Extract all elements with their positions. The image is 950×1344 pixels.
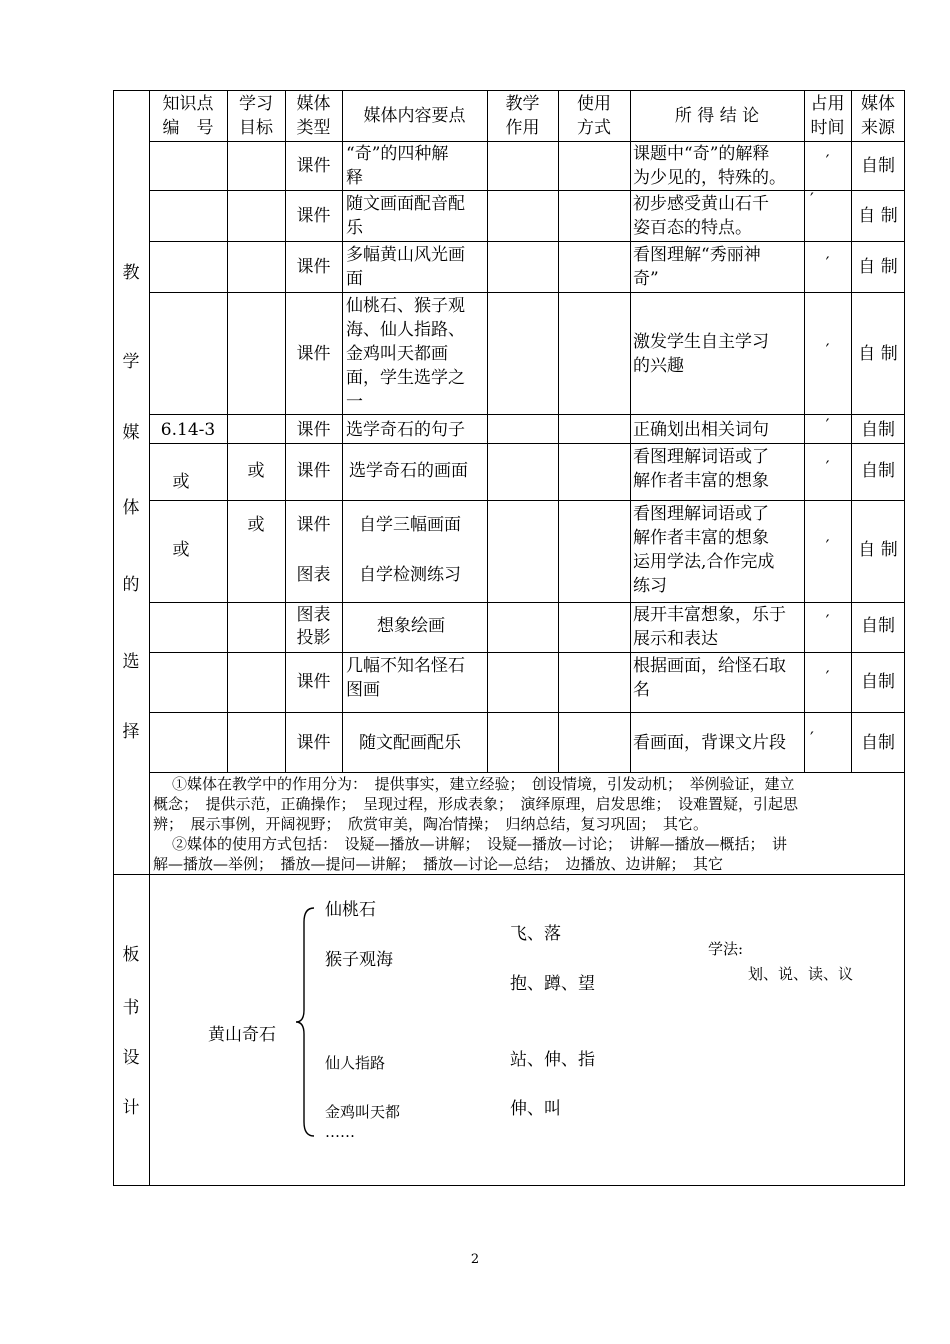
header-type: 媒体 (296, 94, 331, 114)
cell-conclusion: 课题中“奇”的解释 (633, 144, 770, 164)
header-content: 媒体内容要点 (363, 106, 466, 126)
divider (630, 90, 631, 772)
board-verbs: 飞、落 (510, 924, 561, 944)
board-method: 划、说、读、议 (748, 965, 854, 983)
divider (149, 90, 150, 1186)
divider (149, 652, 905, 653)
cell-conclusion: 解作者丰富的想象 (633, 471, 769, 491)
divider (149, 141, 905, 142)
cell-kp: 6.14-3 (160, 420, 216, 440)
cell-content: 多幅黄山风光画 (346, 245, 465, 265)
board-stone: 仙人指路 (325, 1054, 386, 1072)
cell-source: 自制 (861, 156, 895, 176)
cell-content: 乐 (346, 218, 363, 238)
note-line: 辨； 展示事例，开阔视野； 欣赏审美，陶冶情操； 归纳总结，复习巩固； 其它。 (153, 815, 709, 833)
cell-conclusion: 看图理解词语或了 (633, 447, 769, 467)
cell-time: ′ (825, 341, 830, 361)
side-char: 媒 (122, 423, 140, 443)
cell-content: 自学检测练习 (359, 565, 461, 585)
divider (149, 602, 905, 603)
cell-source: 自 制 (858, 540, 898, 560)
side-char: 设 (122, 1048, 140, 1068)
cell-content: 一 (346, 392, 363, 412)
divider (149, 414, 905, 415)
cell-content: 随文配画配乐 (359, 733, 461, 753)
cell-time: ′ (825, 254, 830, 274)
header-source: 来源 (861, 118, 895, 138)
board-verbs: 抱、蹲、望 (510, 974, 595, 994)
page-number: 2 (470, 1252, 480, 1267)
cell-time: ′ (825, 537, 830, 557)
cell-type: 课件 (296, 257, 331, 277)
cell-content: 海、仙人指路、 (346, 320, 465, 340)
cell-time: ′ (825, 416, 830, 436)
cell-type: 课件 (296, 344, 331, 364)
cell-type: 投影 (296, 628, 331, 648)
header-goal: 学习 (239, 94, 273, 114)
cell-content: 面，学生选学之 (346, 368, 465, 388)
cell-source: 自制 (861, 672, 895, 692)
board-stone: 仙桃石 (325, 900, 376, 920)
cell-source: 自 制 (858, 206, 898, 226)
side-char: 择 (122, 722, 140, 742)
side-char: 教 (122, 263, 140, 283)
divider (113, 874, 905, 875)
divider (149, 772, 905, 773)
cell-content: 自学三幅画面 (359, 515, 461, 535)
cell-time: ′ (810, 729, 814, 749)
cell-source: 自 制 (858, 257, 898, 277)
side-char: 的 (122, 575, 140, 595)
header-time: 占用 (810, 94, 845, 114)
cell-conclusion: 看图理解“秀丽神 (633, 245, 761, 265)
cell-time: ′ (825, 668, 830, 688)
cell-content: 想象绘画 (377, 616, 445, 636)
note-line: 概念； 提供示范，正确操作； 呈现过程，形成表象； 演绎原理，启发思维； 设难置疑，引起思 (153, 795, 799, 813)
cell-conclusion: 奇” (633, 269, 659, 289)
cell-content: 随文画面配音配 (346, 194, 465, 214)
header-role: 作用 (505, 118, 540, 138)
divider (342, 90, 343, 772)
cell-conclusion: 姿百态的特点。 (633, 218, 752, 238)
cell-conclusion: 看图理解词语或了 (633, 504, 769, 524)
cell-conclusion: 根据画面，给怪石取 (633, 656, 786, 676)
side-char: 书 (122, 998, 140, 1018)
header-source: 媒体 (861, 94, 895, 114)
cell-conclusion: 初步感受黄山石千 (633, 194, 769, 214)
note-line: 解—播放—举例； 播放—提问—讲解； 播放—讨论—总结； 边播放、边讲解； 其它 (153, 855, 724, 873)
board-stone: 猴子观海 (325, 950, 393, 970)
cell-source: 自制 (861, 461, 895, 481)
cell-content: 选学奇石的画面 (349, 461, 468, 481)
cell-type: 课件 (296, 156, 331, 176)
cell-content: 几幅不知名怪石 (346, 656, 465, 676)
cell-conclusion: 展示和表达 (633, 629, 718, 649)
cell-kp: 或 (172, 472, 190, 492)
cell-conclusion: 解作者丰富的想象 (633, 528, 769, 548)
cell-kp: 或 (172, 540, 190, 560)
cell-content: 金鸡叫天都画 (346, 344, 448, 364)
cell-goal: 或 (247, 515, 265, 535)
cell-time: ′ (825, 612, 830, 632)
cell-time: ′ (825, 152, 830, 172)
cell-conclusion: 展开丰富想象，乐于 (633, 605, 786, 625)
note-line: ①媒体在教学中的作用分为： 提供事实，建立经验； 创设情境，引发动机； 举例验证，建立 (172, 775, 795, 793)
cell-type: 课件 (296, 420, 331, 440)
cell-type: 课件 (296, 672, 331, 692)
divider (149, 712, 905, 713)
cell-source: 自制 (861, 420, 895, 440)
cell-content: “奇”的四种解 (346, 144, 449, 164)
cell-conclusion: 的兴趣 (633, 356, 684, 376)
cell-conclusion: 练习 (633, 576, 667, 596)
cell-content: 面 (346, 269, 363, 289)
board-stone: …… (325, 1123, 355, 1141)
cell-content: 仙桃石、猴子观 (346, 296, 465, 316)
header-role: 教学 (505, 94, 540, 114)
cell-time: ′ (810, 190, 814, 210)
cell-content: 选学奇石的句子 (346, 420, 465, 440)
divider (227, 90, 228, 772)
divider (149, 190, 905, 191)
cell-source: 自 制 (858, 344, 898, 364)
cell-goal: 或 (247, 461, 265, 481)
board-center-title: 黄山奇石 (208, 1025, 276, 1045)
header-usage: 使用 (577, 94, 611, 114)
cell-type: 课件 (296, 461, 331, 481)
cell-time: ′ (825, 458, 830, 478)
side-char: 选 (122, 652, 140, 672)
cell-content: 图画 (346, 680, 380, 700)
side-char: 计 (122, 1098, 140, 1118)
cell-type: 课件 (296, 515, 331, 535)
cell-conclusion: 看画面，背课文片段 (633, 733, 786, 753)
board-verbs: 站、伸、指 (510, 1050, 595, 1070)
divider (487, 90, 488, 772)
divider (149, 292, 905, 293)
cell-type: 课件 (296, 206, 331, 226)
board-verbs: 伸、叫 (510, 1099, 561, 1119)
cell-conclusion: 名 (633, 680, 650, 700)
divider (149, 500, 905, 501)
cell-type: 图表 (296, 565, 331, 585)
header-time: 时间 (810, 118, 845, 138)
header-conclusion: 所 得 结 论 (674, 106, 760, 126)
header-type: 类型 (296, 118, 331, 138)
board-stone: 金鸡叫天都 (325, 1103, 401, 1121)
cell-source: 自制 (861, 616, 895, 636)
lesson-table (113, 90, 905, 1186)
note-line: ②媒体的使用方式包括： 设疑—播放—讲解； 设疑—播放—讨论； 讲解—播放—概括； 讲 (172, 835, 788, 853)
side-char: 学 (122, 352, 140, 372)
divider (149, 241, 905, 242)
header-usage: 方式 (577, 118, 611, 138)
cell-type: 图表 (296, 605, 331, 625)
header-kp: 知识点 (162, 94, 214, 114)
side-char: 板 (122, 945, 140, 965)
cell-conclusion: 运用学法,合作完成 (633, 552, 775, 572)
cell-source: 自制 (861, 733, 895, 753)
side-char: 体 (122, 498, 140, 518)
brace-icon (294, 906, 318, 1138)
cell-conclusion: 激发学生自主学习 (633, 332, 769, 352)
board-method-label: 学法: (708, 940, 744, 958)
header-kp: 编 号 (162, 118, 214, 138)
header-goal: 目标 (239, 118, 273, 138)
cell-content: 释 (346, 168, 363, 188)
divider (149, 443, 905, 444)
cell-conclusion: 正确划出相关词句 (633, 420, 769, 440)
cell-conclusion: 为少见的，特殊的。 (633, 168, 786, 188)
cell-type: 课件 (296, 733, 331, 753)
divider (558, 90, 559, 772)
